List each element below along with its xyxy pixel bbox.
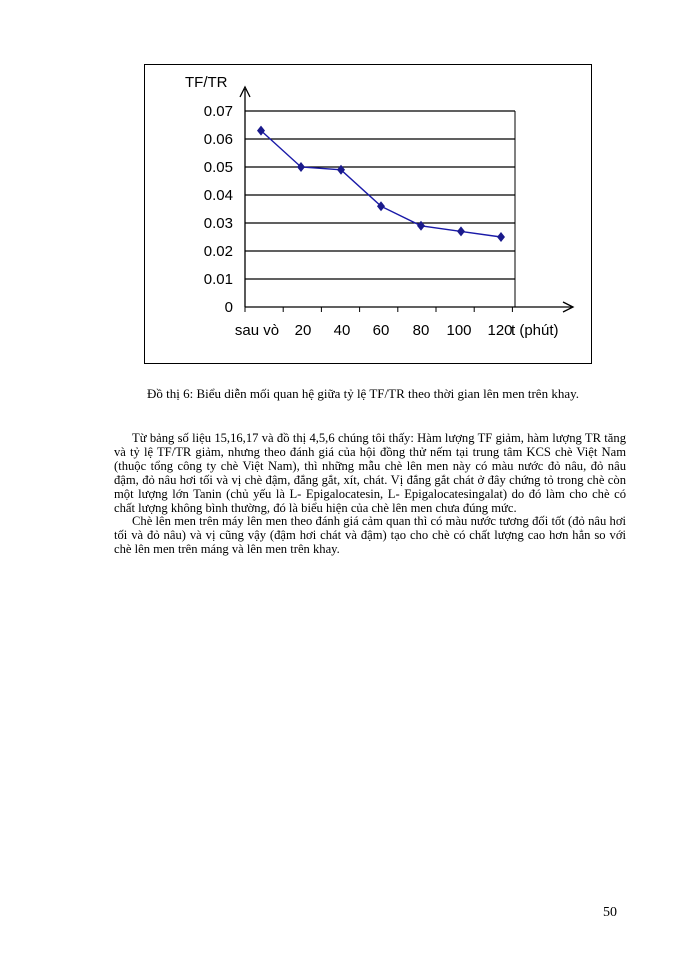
y-tick-label: 0.01 [203,271,233,288]
x-tick-label: 120 [487,322,513,339]
data-point [297,162,305,172]
y-tick-label: 0.04 [203,187,233,204]
data-point [497,232,505,242]
y-axis-title: TF/TR [185,74,228,91]
x-tick-label: sau vò [234,322,280,339]
data-point [457,226,465,236]
y-tick-label: 0.03 [203,215,233,232]
x-tick-label: 20 [294,322,312,339]
series-line [261,131,501,237]
data-point [337,165,345,175]
figure-caption: Đồ thị 6: Biểu diễn mối quan hệ giữa tỷ lệ TF/TR theo thời gian lên men trên khay. [146,386,579,401]
x-tick-label: 80 [412,322,430,339]
x-tick-label: 60 [372,322,390,339]
x-axis-title: t (phút) [511,322,559,339]
y-tick-label: 0 [224,299,233,316]
data-point [257,126,265,136]
data-point [377,201,385,211]
page-number: 50 [603,905,617,920]
line-chart [145,65,593,365]
x-tick-label: 40 [333,322,351,339]
x-tick-label: 100 [446,322,472,339]
y-tick-label: 0.05 [203,159,233,176]
paragraph: Từ bảng số liệu 15,16,17 và đồ thị 4,5,6 chúng tôi thấy: Hàm lượng TF giảm, hàm lượng TR tăng và tỷ lệ TF/TR giảm, nhưng theo đánh giá của hội đồng thử nếm tại trung tâm KCS chè Việt Nam (thuộc tổng công ty chè Việt Nam), thì những mẫu chè lên men này có màu nước đỏ nâu, đỏ nâu đậm, đỏ nâu hơi tối và vị chè đậm, đắng gắt, xít, chát. Vị đắng gắt chát ở đây chứng tỏ trong chè còn một lượng lớn Tanin (chủ yếu là L- Epigalocatesin, L- Epigalocatesingalat) do đó làm cho chè có chất lượng không bình thường, đó là biểu hiện của chè lên men chưa đúng mức. [114,431,626,515]
y-tick-label: 0.06 [203,131,233,148]
body-text [114,432,626,557]
y-tick-label: 0.02 [203,243,233,260]
paragraph: Chè lên men trên máy lên men theo đánh giá cảm quan thì có màu nước tương đối tốt (đỏ nâu hơi tối và đỏ nâu) và vị cũng vậy (đậm hơi chát và đậm) tạo cho chè có chất lượng cao hơn hẳn so với chè lên men trên máng và lên men trên khay. [114,514,626,557]
y-tick-label: 0.07 [203,103,233,120]
chart-figure [144,64,592,364]
data-point [417,221,425,231]
